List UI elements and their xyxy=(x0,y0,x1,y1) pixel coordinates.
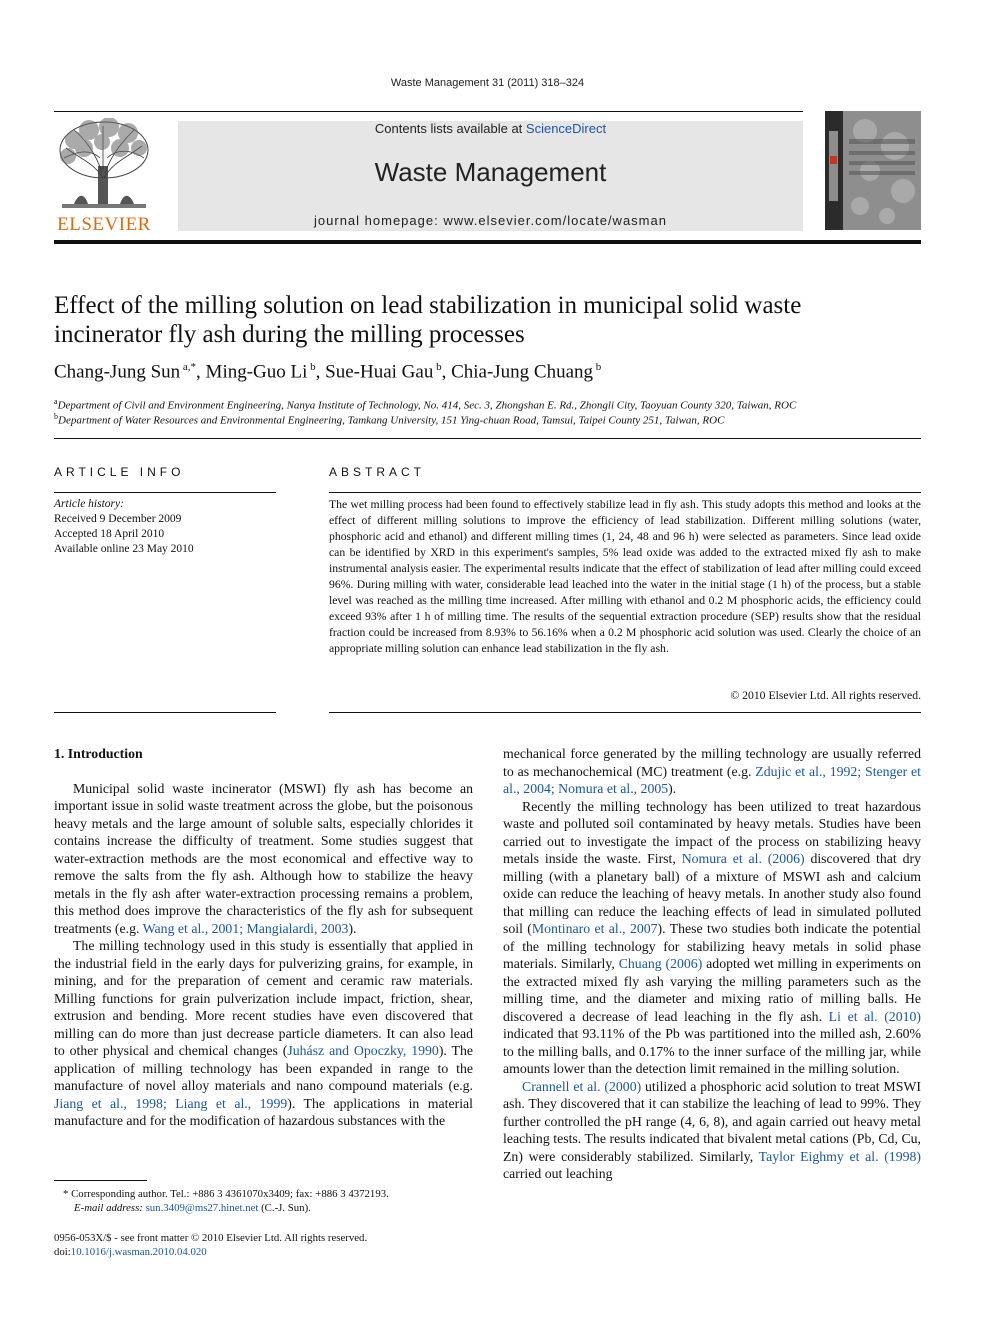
homepage-url[interactable]: www.elsevier.com/locate/wasman xyxy=(443,213,667,228)
author-name: Chang-Jung Sun xyxy=(54,361,181,383)
body-column-right xyxy=(503,745,921,1183)
citation-link[interactable]: Crannell et al. (2000) xyxy=(522,1078,642,1094)
cover-image-icon xyxy=(825,111,921,230)
citation-link[interactable]: Montinaro et al., 2007 xyxy=(531,921,658,936)
citation-link[interactable]: Chuang (2006) xyxy=(618,956,703,971)
header-top-rule xyxy=(54,111,803,112)
paragraph: Recently the milling technology has been utilized to treat hazardous waste and polluted soil contaminated by heavy metals. Studies have been carried out to investigate the impact of the process on stabilizing heavy metals inside the waste. First, Nomura et al. (2006) discovered that dry milling (with a planetary ball) of a mixture of MSWI ash and calcium oxide can reduce the leaching of heavy metals. In another study also found that milling can reduce the leaching effects of lead in simulated polluted soil (Montinaro et al., 2007). These two studies both indicate the potential of the milling technology for stabilizing heavy metals in solid phase materials. Similarly, Chuang (2006) adopted wet milling in experiments on the extracted mixed fly ash varying the milling parameters such as the milling time, and the diameter and mixing ratio of milling balls. He discovered a decrease of lead leaching in the fly ash. Li et al. (2010) indicated that 93.11% of the Pb was partitioned into the milled ash, 2.60% to the milling balls, and 0.17% to the inner surface of the milling jar, while amounts lower than the detection limit remained in the milling solution. xyxy=(503,798,922,1076)
paragraph: mechanical force generated by the milling technology are usually referred to as mechanochemical (MC) treatment (e.g. Zdujic et al., 1992; Stenger et al., 2004; Nomura et al., 2005). xyxy=(503,746,921,796)
article-info-rule xyxy=(54,492,276,493)
contents-line: Contents lists available at ScienceDirect xyxy=(374,121,607,136)
author-name: Chia-Jung Chuang xyxy=(451,361,594,383)
sciencedirect-link[interactable]: ScienceDirect xyxy=(525,121,607,136)
abstract-text: The wet milling process had been found to effectively stabilize lead in fly ash. This study adopts this method and looks at the effect of different milling solutions to improve the efficiency of lead stabilization. Different milling solutions (water, phosphoric acid and ethanol) and different milling times (1, 24, 48 and 96 h) were selected as parameters. Since lead oxide can be identified by XRD in this experiment's samples, 5% lead oxide was added to the extracted mixed fly ash to make instrumental analysis easier. The experimental results indicate that the effect of stabilization of lead after milling could exceed 96%. During milling with water, considerable lead leached into the water in the initial stage (1 h) of the process, but a stable level was reached as the milling time increased. After milling with ethanol and 0.2 M phosphoric acids, the efficiency could exceed 93% after 1 h of milling time. The results of the sequential extraction procedure (SEP) results show that the residual fraction could be increased from 8.93% to 56.16% when a 0.2 M phosphoric acid solution was used. Clearly the choice of an appropriate milling solution can enhance lead stabilization in the fly ash. xyxy=(329,498,921,655)
citation-link[interactable]: Taylor Eighmy et al. (1998) xyxy=(758,1148,921,1164)
article-title: Effect of the milling solution on lead stabilization in municipal solid waste incinerator fly ash during the milling processes xyxy=(54,292,802,348)
corresponding-author-footnote: * Corresponding author. Tel.: +886 3 4361070x3409; fax: +886 3 4372193. E-mail address: sun.3409@ms27.hinet.net (C.-J. Sun). xyxy=(63,1188,389,1214)
author-name: Sue-Huai Gau xyxy=(325,361,434,383)
email-link[interactable]: sun.3409@ms27.hinet.net xyxy=(145,1202,259,1214)
section-heading: 1. Introduction xyxy=(54,746,143,761)
journal-name: Waste Management xyxy=(374,157,607,187)
author-list: Chang-Jung Sun $^{a,*}$, Ming-Guo Li $^b$, Sue-Huai Gau $^b$, Chia-Jung Chuang $^b$ xyxy=(54,361,602,383)
paragraph: Crannell et al. (2000) utilized a phosphoric acid solution to treat MSWI ash. They discovered that it can stabilize the leaching of lead to 99%. They further controlled the pH range (4, 6, 8), and again carried out heavy metal leaching tests. The results indicated that bivalent metal cations (Pb, Cd, Cu, Zn) were considerably stabilized. Similarly, Taylor Eighmy et al. (1998) carried out leaching xyxy=(503,1078,921,1181)
affiliation-b: $^b$Department of Water Resources and Environmental Engineering, Tamkang University, 151 Ying-chuan Road, Tamsui, Taipei County 251, Taiwan, ROC xyxy=(54,412,725,427)
paragraph: The milling technology used in this study is essentially that applied in the industrial field in the early days for pulverizing grains, for example, in mining, and for the preparation of cement and ceramic raw materials. Milling functions for grain pulverization include impact, friction, shear, extrusion and bending. More recent studies have even discovered that milling can do more than just decrease particle diameters. It can also lead to other physical and chemical changes (Juhász and Opoczky, 1990). The application of milling technology has been expanded in range to the manufacture of novel alloy materials and nano compound materials (e.g. Jiang et al., 1998; Liang et al., 1999). The applications in material manufacture and for the modification of hazardous substances with the xyxy=(54,938,473,1128)
citation-link[interactable]: Zdujic et al., 1992; Stenger et al., 2004; Nomura et al., 2005 xyxy=(503,763,921,796)
citation-link[interactable]: Jiang et al., 1998; Liang et al., 1999 xyxy=(54,1095,288,1111)
abstract-bottom-rule xyxy=(329,712,921,713)
body-column-left xyxy=(54,745,473,1130)
affiliation-rule xyxy=(54,438,921,439)
abstract-rule xyxy=(329,492,921,493)
tree-icon xyxy=(54,118,154,213)
article-history: Article history: Received 9 December 2009 Accepted 18 April 2010 Available online 23 May 2010 xyxy=(54,498,194,555)
author-name: Ming-Guo Li xyxy=(205,361,308,383)
citation-link[interactable]: Nomura et al. (2006) xyxy=(681,851,805,866)
citation-link[interactable]: Juhász and Opoczky, 1990 xyxy=(287,1043,439,1058)
journal-homepage: journal homepage: www.elsevier.com/locate/wasman xyxy=(314,213,667,228)
journal-cover-thumbnail[interactable] xyxy=(825,111,921,230)
copyright: © 2010 Elsevier Ltd. All rights reserved. xyxy=(730,689,921,702)
journal-header xyxy=(178,121,803,231)
publisher-wordmark: ELSEVIER xyxy=(57,214,151,235)
abstract-heading: ABSTRACT xyxy=(329,465,426,479)
paragraph: Municipal solid waste incinerator (MSWI) fly ash has become an important issue in solid waste treatment across the globe, but the poisonous heavy metals and the large amount of soluble salts, especially chlorides it contains increase the difficulty of treatment. Some studies suggest that water-extraction methods are the most economical and effective way to remove the salts from the fly ash. Although how to stabilize the heavy metals in the fly ash after water-extraction processing remains a problem, this method does improve the characteristics of the fly ash for subsequent treatments (e.g. Wang et al., 2001; Mangialardi, 2003). xyxy=(54,780,473,936)
article-info-heading: ARTICLE INFO xyxy=(54,465,185,479)
issn-doi: 0956-053X/$ - see front matter © 2010 Elsevier Ltd. All rights reserved. doi:10.1016/j.wasman.2010.04.020 xyxy=(54,1232,368,1258)
article-info-bottom-rule xyxy=(54,712,276,713)
elsevier-logo[interactable] xyxy=(54,118,154,236)
citation-link[interactable]: Wang et al., 2001; Mangialardi, 2003 xyxy=(142,920,349,936)
affiliation-a: $^a$Department of Civil and Environment Engineering, Nanya Institute of Technology, No. 414, Sec. 3, Zhongshan E. Rd., Zhongli City, Taoyuan County 320, Taiwan, ROC xyxy=(54,397,797,412)
header-bottom-rule xyxy=(54,240,921,244)
footnote-rule xyxy=(54,1180,147,1181)
doi-link[interactable]: 10.1016/j.wasman.2010.04.020 xyxy=(70,1246,207,1258)
citation-link[interactable]: Li et al. (2010) xyxy=(828,1008,921,1024)
journal-citation: Waste Management 31 (2011) 318–324 xyxy=(390,77,585,89)
